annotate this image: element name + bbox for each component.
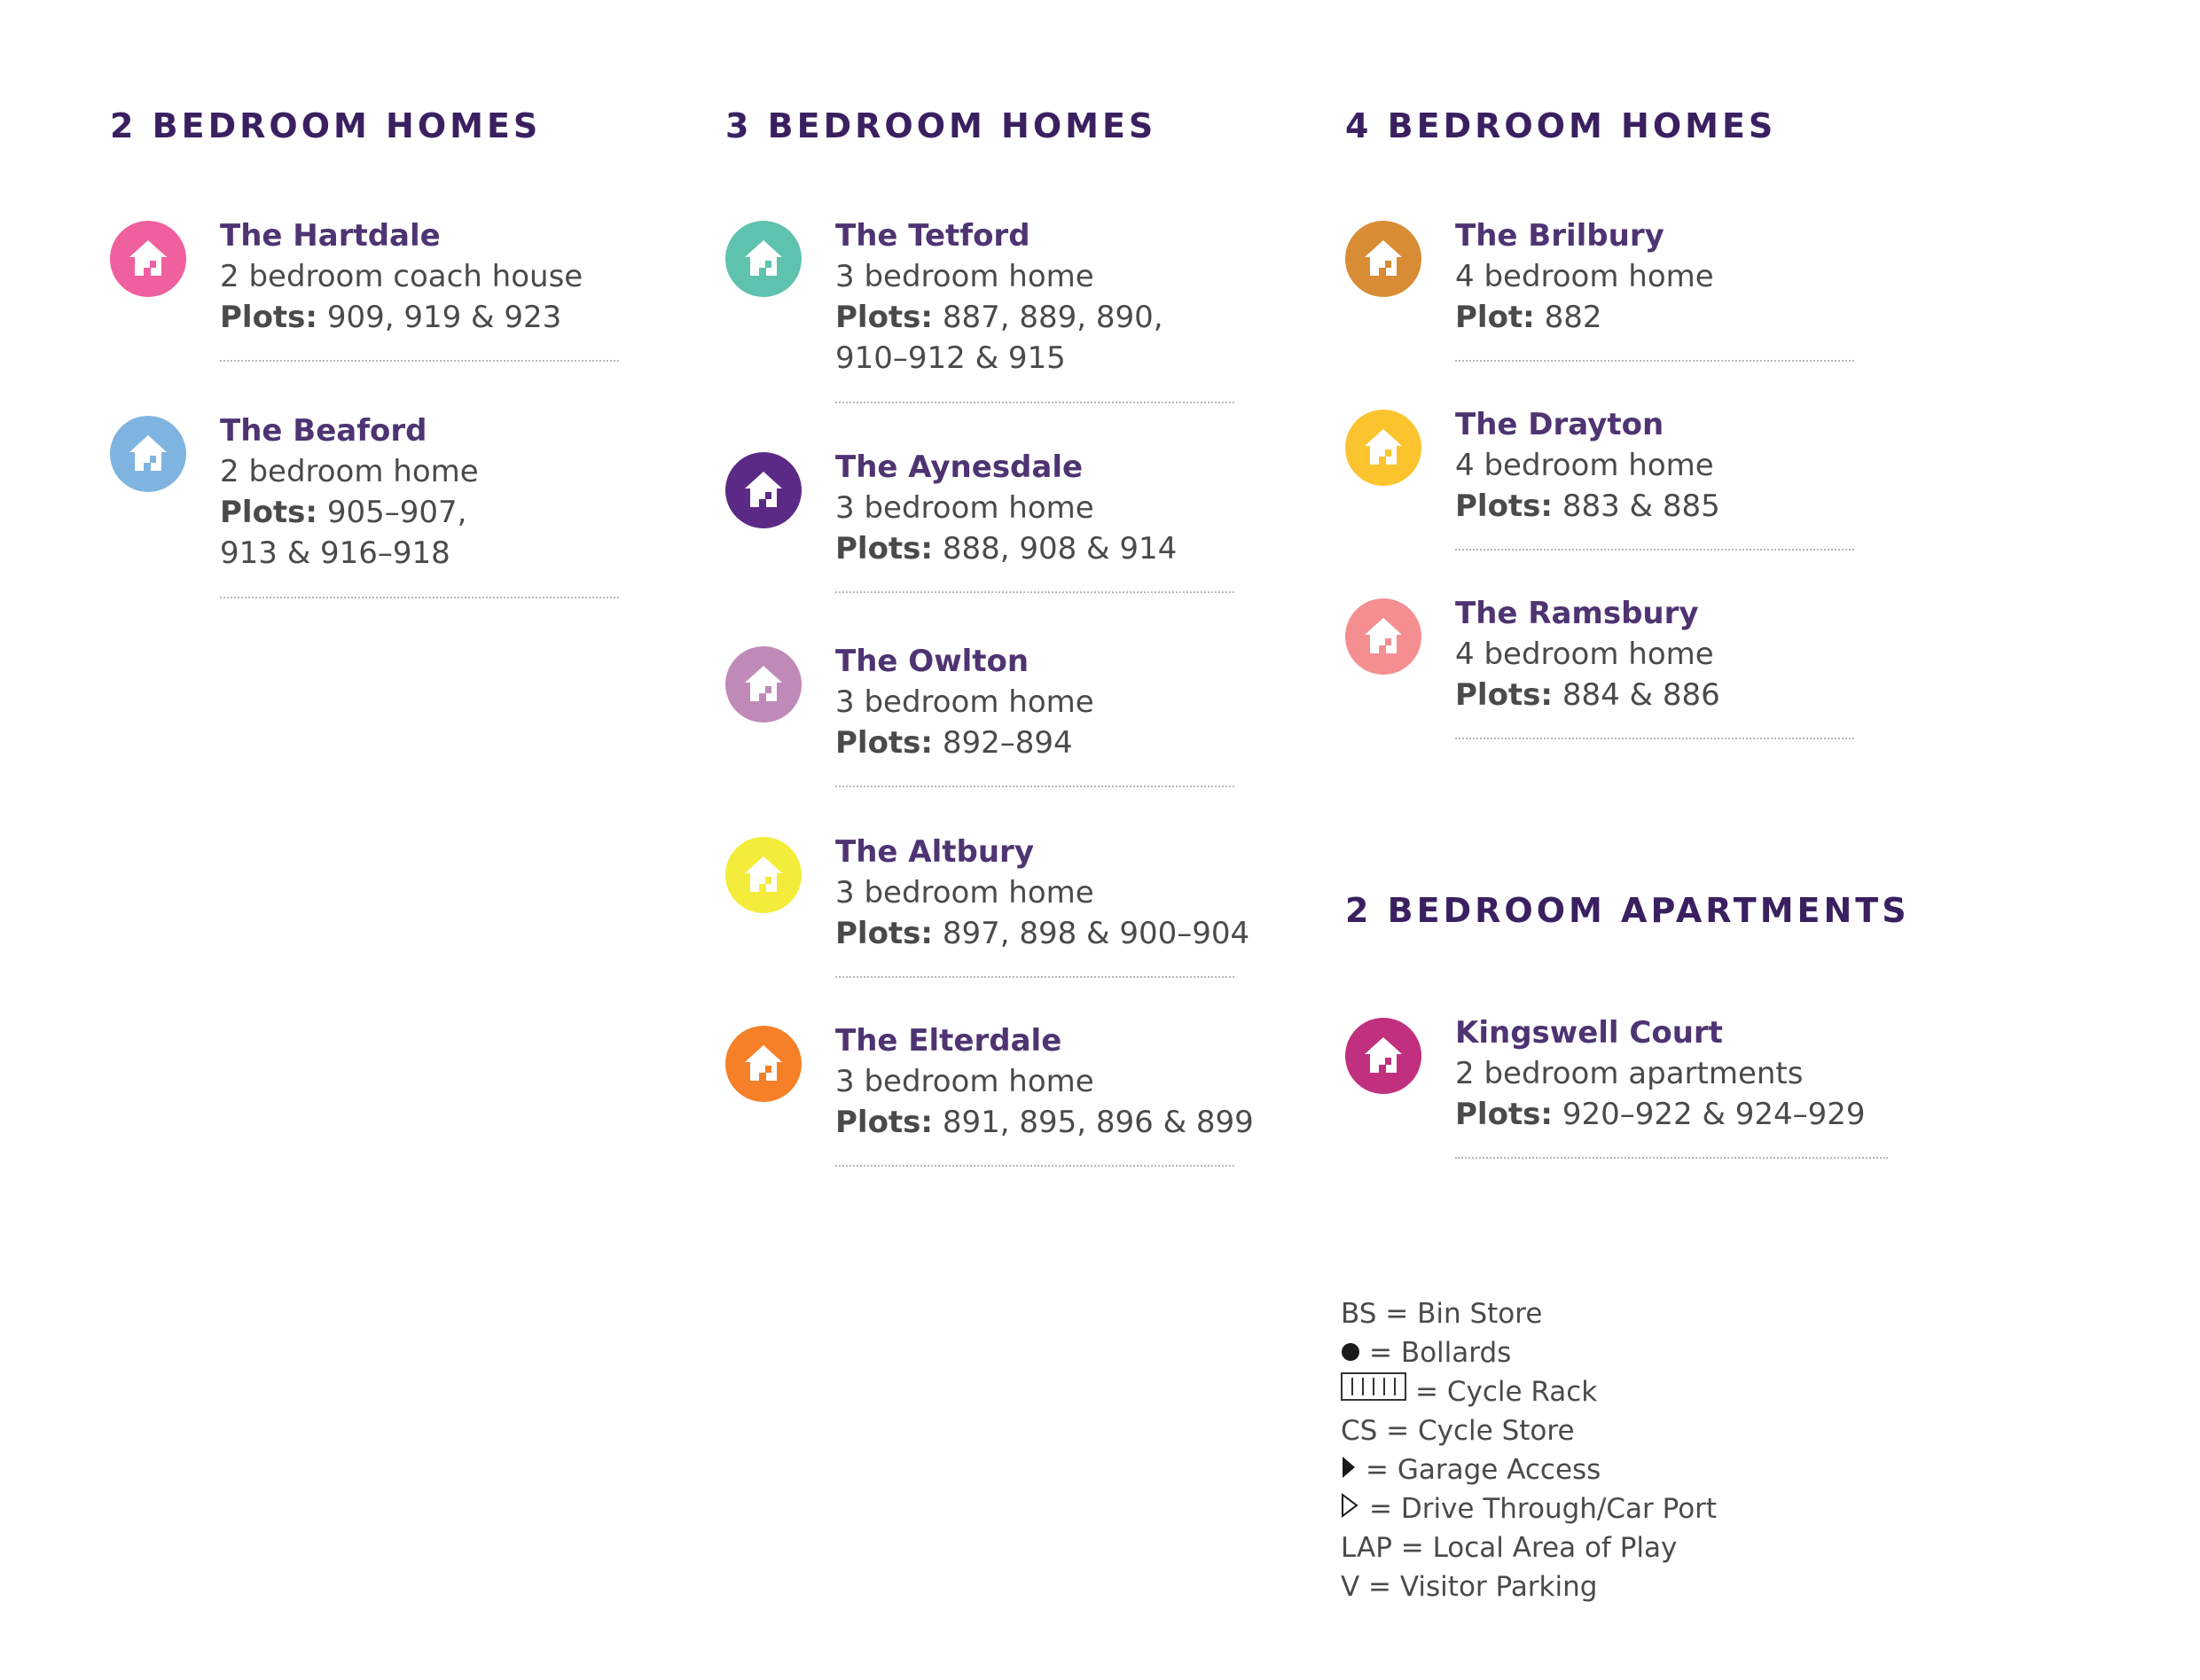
house-icon: [1345, 598, 1421, 675]
home-plots: [220, 297, 583, 338]
home-description: 3 bedroom home: [835, 875, 1094, 910]
entry-divider: [835, 976, 1234, 978]
key-item-local-area-of-play: [1341, 1528, 1717, 1567]
plots-value: 883 & 885: [1562, 488, 1720, 524]
house-icon: [725, 837, 802, 913]
plots-value: 905–907,: [326, 495, 467, 530]
plots-label: Plots:: [220, 495, 318, 530]
key-item-visitor-parking: [1341, 1567, 1717, 1606]
key-item-garage-access: [1341, 1450, 1717, 1489]
plots-label: Plots:: [835, 300, 934, 335]
entry-divider: [835, 591, 1234, 593]
home-plots: [835, 528, 1177, 569]
plots-label: Plots:: [835, 1105, 934, 1140]
entry-divider: [220, 360, 619, 362]
plots-value: 882: [1544, 300, 1602, 335]
plots-label: Plots:: [220, 300, 318, 335]
home-plots: [1455, 675, 1720, 715]
home-plots-continued: 913 & 916–918: [220, 535, 450, 571]
entry-divider: [835, 1165, 1234, 1167]
entry-divider: [1455, 360, 1854, 362]
key-item-cycle-store: [1341, 1411, 1717, 1450]
home-description: 3 bedroom home: [835, 684, 1094, 720]
key-text: BS = Bin Store: [1341, 1298, 1543, 1330]
home-plots: [835, 297, 1163, 338]
section-heading-2-bedroom-homes: 2 BEDROOM HOMES: [110, 106, 542, 145]
home-name: The Aynesdale: [835, 449, 1084, 485]
home-plots: [835, 723, 1094, 763]
home-plots: [220, 492, 479, 533]
house-icon: [725, 452, 802, 528]
home-name: The Beaford: [220, 413, 427, 449]
home-plots: [1455, 297, 1714, 338]
home-name: The Altbury: [835, 834, 1034, 870]
plots-label: Plots:: [1455, 677, 1554, 713]
key-text: = Garage Access: [1366, 1454, 1601, 1486]
plots-value: 892–894: [942, 725, 1073, 761]
entry-divider: [835, 785, 1234, 787]
house-icon: [725, 1026, 802, 1102]
house-icon: [725, 646, 802, 723]
plots-value: 909, 919 & 923: [326, 300, 562, 335]
home-name: The Drayton: [1455, 407, 1664, 442]
plots-value: 884 & 886: [1562, 677, 1720, 713]
key-text: V = Visitor Parking: [1341, 1571, 1598, 1603]
house-icon: [1345, 1018, 1421, 1094]
drive-through-triangle-icon: [1341, 1489, 1360, 1528]
plots-value: 891, 895, 896 & 899: [942, 1105, 1254, 1140]
house-icon: [1345, 221, 1421, 297]
home-name: The Hartdale: [220, 218, 441, 254]
key-item-bin-store: [1341, 1294, 1717, 1333]
entry-divider: [1455, 738, 1854, 739]
plots-value: 920–922 & 924–929: [1562, 1097, 1866, 1132]
key-text: = Cycle Rack: [1415, 1376, 1598, 1408]
plots-label: Plots:: [835, 916, 934, 951]
home-name: The Tetford: [835, 218, 1030, 254]
home-description: 4 bedroom home: [1455, 637, 1714, 672]
section-heading-2-bedroom-apartments: 2 BEDROOM APARTMENTS: [1345, 891, 1910, 930]
plots-label: Plots:: [835, 531, 934, 567]
bollard-dot-icon: [1341, 1333, 1360, 1372]
house-icon: [1345, 410, 1421, 486]
garage-access-triangle-icon: [1341, 1450, 1357, 1489]
plots-value: 888, 908 & 914: [942, 531, 1178, 567]
home-description: 2 bedroom coach house: [220, 259, 583, 294]
home-description: 3 bedroom home: [835, 259, 1094, 294]
key-text: = Drive Through/Car Port: [1369, 1493, 1718, 1525]
home-name: The Owlton: [835, 644, 1030, 679]
house-icon: [110, 221, 186, 297]
home-description: 2 bedroom home: [220, 454, 479, 489]
plots-label: Plots:: [1455, 1097, 1554, 1132]
plots-value: 887, 889, 890,: [942, 300, 1163, 335]
entry-divider: [1455, 1157, 1888, 1159]
key-item-cycle-rack: [1341, 1372, 1717, 1411]
home-name: The Elterdale: [835, 1023, 1062, 1059]
key-item-bollards: [1341, 1333, 1717, 1372]
home-plots: [1455, 1094, 1866, 1135]
plots-label: Plots:: [1455, 488, 1554, 524]
plots-value: 897, 898 & 900–904: [942, 916, 1250, 951]
home-plots: [835, 1102, 1254, 1143]
home-plots: [835, 913, 1249, 954]
home-name: Kingswell Court: [1455, 1015, 1723, 1051]
cycle-rack-icon: [1341, 1372, 1406, 1411]
home-description: 2 bedroom apartments: [1455, 1056, 1804, 1091]
plots-label: Plot:: [1455, 300, 1535, 335]
home-plots: [1455, 486, 1720, 527]
home-description: 3 bedroom home: [835, 1064, 1094, 1099]
key-item-drive-through: [1341, 1489, 1717, 1528]
house-icon: [110, 416, 186, 492]
plots-label: Plots:: [835, 725, 934, 761]
home-plots-continued: 910–912 & 915: [835, 340, 1066, 376]
entry-divider: [220, 597, 619, 598]
entry-divider: [835, 402, 1234, 403]
house-icon: [725, 221, 802, 297]
section-heading-4-bedroom-homes: 4 BEDROOM HOMES: [1345, 106, 1777, 145]
site-plan-key: [1341, 1294, 1717, 1606]
home-name: The Brilbury: [1455, 218, 1664, 254]
key-text: LAP = Local Area of Play: [1341, 1532, 1678, 1564]
home-description: 3 bedroom home: [835, 490, 1094, 526]
key-text: = Bollards: [1369, 1337, 1512, 1369]
section-heading-3-bedroom-homes: 3 BEDROOM HOMES: [725, 106, 1157, 145]
home-name: The Ramsbury: [1455, 596, 1699, 631]
home-description: 4 bedroom home: [1455, 448, 1714, 483]
home-description: 4 bedroom home: [1455, 259, 1714, 294]
entry-divider: [1455, 549, 1854, 551]
key-text: CS = Cycle Store: [1341, 1415, 1575, 1447]
